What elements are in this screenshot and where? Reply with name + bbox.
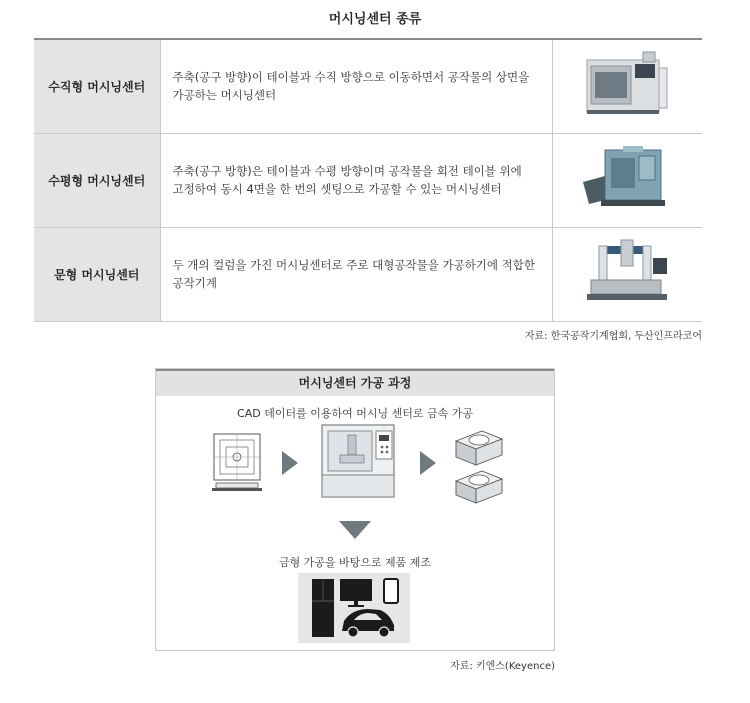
section1-title: 머시닝센터 종류 bbox=[328, 12, 422, 27]
desc-line: 가공하는 머시닝센터 bbox=[172, 88, 277, 103]
section1-source: 자료: 한국공작기계협회, 두산인프라코어 bbox=[524, 331, 702, 342]
table-row bbox=[34, 39, 702, 133]
desc-line: 주축(공구 방향)이 테이블과 수직 방향으로 이동하면서 공작물의 상면을 bbox=[172, 70, 530, 85]
type-description bbox=[160, 39, 552, 133]
arrow-right-icon bbox=[282, 451, 298, 475]
table-row bbox=[34, 133, 702, 227]
refrigerator-icon bbox=[312, 579, 334, 637]
type-description bbox=[160, 227, 552, 321]
desc-line: 고정하여 동시 4면을 한 번의 셋팅으로 가공할 수 있는 머시닝센터 bbox=[172, 182, 502, 196]
table-row bbox=[34, 227, 702, 321]
machined-part-icon bbox=[456, 431, 502, 503]
process-diagram bbox=[156, 369, 554, 650]
desc-line: 주축(공구 방향)은 테이블과 수평 방향이며 공작물을 회전 테이블 위에 bbox=[172, 164, 522, 178]
arrow-down-icon bbox=[339, 521, 371, 539]
machining-center-types-table bbox=[34, 38, 702, 322]
cad-drawing-icon bbox=[212, 434, 262, 491]
step1-caption: CAD 데이터를 이용하여 머시닝 센터로 금속 가공 bbox=[237, 407, 473, 420]
type-description bbox=[160, 133, 552, 227]
type-name: 문형 머시닝센터 bbox=[34, 227, 160, 321]
section2-title: 머시닝센터 가공 과정 bbox=[156, 369, 554, 396]
machining-process-box bbox=[155, 368, 555, 651]
vertical-machining-center-photo bbox=[552, 39, 702, 133]
step2-caption: 금형 가공을 바탕으로 제품 제조 bbox=[278, 556, 432, 569]
desc-line: 공작기계 bbox=[172, 276, 217, 290]
horizontal-machining-center-photo bbox=[552, 133, 702, 227]
machining-center-icon bbox=[322, 425, 394, 497]
products-panel bbox=[298, 573, 410, 643]
type-name: 수평형 머시닝센터 bbox=[34, 133, 160, 227]
section2-source: 자료: 키엔스(Keyence) bbox=[450, 661, 555, 672]
type-name: 수직형 머시닝센터 bbox=[34, 39, 160, 133]
gantry-machining-center-photo bbox=[552, 227, 702, 321]
desc-line: 두 개의 컬럼을 가진 머시닝센터로 주로 대형공작물을 가공하기에 적합한 bbox=[172, 258, 536, 272]
arrow-right-icon bbox=[420, 451, 436, 475]
smartphone-icon bbox=[384, 579, 398, 603]
